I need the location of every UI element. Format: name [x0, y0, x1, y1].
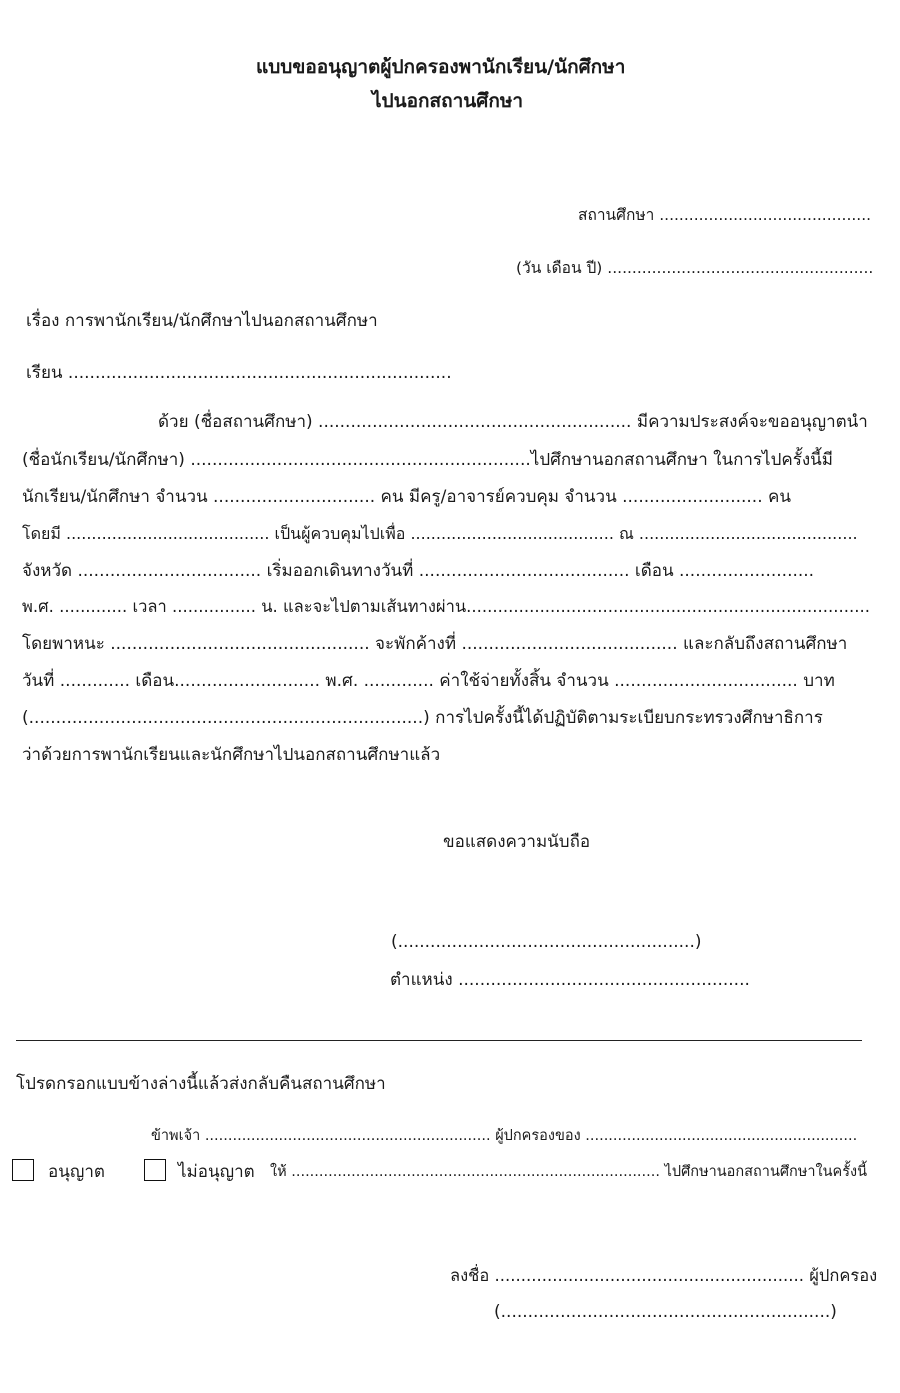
body-line: จังหวัด .................................. เริ่มออกเดินทางวันที่ ....................................... เดือน .........................: [22, 561, 815, 581]
body-line: โดยพาหนะ ................................................ จะพักค้างที่ ........................................ และกลับถึงสถานศึกษา: [22, 634, 848, 654]
guardian-signature-name: (.............................................................): [494, 1302, 837, 1322]
allow-label: อนุญาต: [48, 1162, 105, 1182]
body-line: ว่าด้วยการพานักเรียนและนักศึกษาไปนอกสถานศึกษาแล้ว: [22, 745, 441, 765]
signature-position: ตำแหน่ง ......................................................: [390, 970, 750, 990]
signature-name: (.......................................................): [391, 932, 702, 952]
divider-line: [16, 1040, 862, 1041]
form-title-line1: แบบขออนุญาตผู้ปกครองพานักเรียน/นักศึกษา: [256, 56, 626, 78]
body-line: (ชื่อนักเรียน/นักศึกษา) ...............................................................ไปศึกษานอกสถานศึกษา ในการไปครั้งนี้มี: [22, 450, 834, 470]
form-title-line2: ไปนอกสถานศึกษา: [372, 90, 524, 112]
body-line: นักเรียน/นักศึกษา จำนวน .............................. คน มีครู/อาจารย์ควบคุม จำนวน .......................... คน: [22, 487, 792, 507]
deny-label: ไม่อนุญาต: [178, 1162, 255, 1182]
reply-permission-line: ให้ ................................................................................ ไปศึกษานอกสถานศึกษาในครั้งนี้: [270, 1164, 868, 1180]
closing: ขอแสดงความนับถือ: [443, 832, 591, 852]
school-field: สถานศึกษา ...........................................: [578, 206, 872, 224]
body-line: ด้วย (ชื่อสถานศึกษา) .......................................................... มีความประสงค์จะขออนุญาตนำ: [158, 412, 868, 432]
reply-instruction: โปรดกรอกแบบข้างล่างนี้แล้วส่งกลับคืนสถานศึกษา: [16, 1074, 386, 1094]
body-line: โดยมี ........................................ เป็นผู้ควบคุมไปเพื่อ ........................................ ณ ...........................................: [22, 524, 858, 543]
guardian-signature: ลงชื่อ ........................................................... ผู้ปกครอง: [450, 1266, 878, 1285]
allow-checkbox[interactable]: [12, 1159, 34, 1181]
body-line: (.........................................................................) การไปครั้งนี้ได้ปฏิบัติตามระเบียบกระทรวงศึกษาธิการ: [22, 708, 823, 728]
reply-guardian-line: ข้าพเจ้า .............................................................. ผู้ปกครองของ ...........................................................: [151, 1128, 858, 1144]
subject-line: เรื่อง การพานักเรียน/นักศึกษาไปนอกสถานศึกษา: [26, 311, 378, 331]
body-line: พ.ศ. ............. เวลา ................ น. และจะไปตามเส้นทางผ่าน.............................................................................: [22, 597, 870, 616]
recipient-line: เรียน .......................................................................: [26, 363, 452, 383]
body-line: วันที่ ............. เดือน........................... พ.ศ. ............. ค่าใช้จ่ายทั้งสิ้น จำนวน .................................. บาท: [22, 671, 835, 691]
deny-checkbox[interactable]: [144, 1159, 166, 1181]
date-field: (วัน เดือน ปี) ......................................................: [516, 259, 874, 277]
